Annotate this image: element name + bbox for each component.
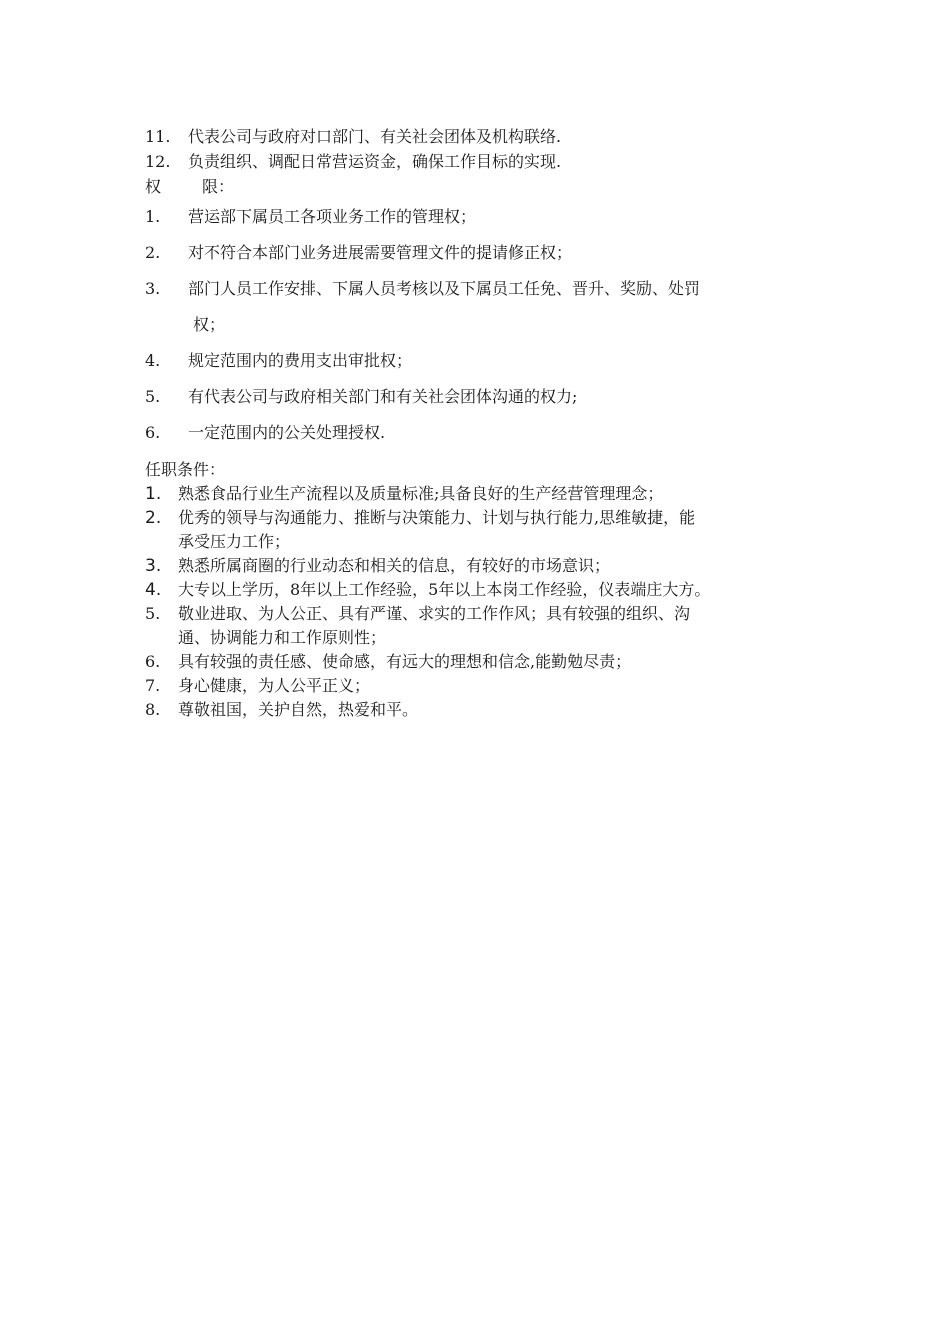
item-text: 尊敬祖国，关护自然，热爱和平。 — [178, 700, 419, 719]
list-item — [145, 379, 825, 415]
list-item — [145, 650, 825, 674]
list-item — [145, 149, 825, 174]
item-text: 身心健康，为人公平正义； — [178, 676, 371, 695]
item-number: 2. — [145, 243, 161, 262]
item-text: 具有较强的责任感、使命感，有远大的理想和信念,能勤勉尽责； — [178, 652, 632, 671]
item-text: 对不符合本部门业务进展需要管理文件的提请修正权； — [188, 243, 573, 262]
item-number: 6. — [145, 652, 161, 671]
item-number: 1. — [145, 207, 161, 226]
list-item — [145, 235, 825, 271]
authority-list — [145, 199, 825, 451]
list-item — [145, 271, 825, 307]
document-body — [145, 124, 825, 722]
duties-list — [145, 124, 825, 174]
item-number: 5. — [145, 604, 161, 623]
item-text: 优秀的领导与沟通能力、推断与决策能力、计划与执行能力,思维敏捷，能 — [178, 508, 696, 527]
list-item — [145, 199, 825, 235]
authority-heading-left: 权 — [145, 177, 162, 196]
item-text-continued: 通、协调能力和工作原则性； — [178, 628, 387, 647]
item-number: 8. — [145, 700, 161, 719]
item-text: 熟悉食品行业生产流程以及质量标准;具备良好的生产经营管理理念； — [178, 484, 664, 503]
list-item — [145, 343, 825, 379]
item-text: 营运部下属员工各项业务工作的管理权； — [188, 207, 477, 226]
item-text-continued: 权； — [193, 315, 226, 334]
item-text: 部门人员工作安排、下属人员考核以及下属员工任免、晋升、奖励、处罚 — [188, 279, 701, 298]
item-number: 12. — [145, 152, 171, 171]
item-text: 大专以上学历，8年以上工作经验，5年以上本岗工作经验，仪表端庄大方。 — [178, 580, 711, 599]
item-number: 7. — [145, 676, 161, 695]
item-number: 4. — [145, 580, 162, 600]
list-item — [145, 482, 825, 506]
item-number: 5. — [145, 387, 161, 406]
qualifications-list — [145, 482, 825, 722]
item-text: 熟悉所属商圈的行业动态和相关的信息，有较好的市场意识； — [178, 556, 611, 575]
list-item — [145, 674, 825, 698]
list-item — [145, 506, 825, 530]
item-number: 3. — [145, 279, 161, 298]
item-text-continued: 承受压力工作； — [178, 532, 291, 551]
item-text: 负责组织、调配日常营运资金，确保工作目标的实现. — [188, 152, 562, 171]
item-text: 一定范围内的公关处理授权. — [188, 423, 386, 442]
item-number: 4. — [145, 351, 161, 370]
item-number: 1. — [145, 484, 162, 504]
qualifications-heading: 任职条件： — [145, 460, 226, 479]
authority-heading-right: 限： — [202, 177, 235, 196]
item-number: 6. — [145, 423, 161, 442]
item-number: 11. — [145, 127, 171, 146]
list-item — [145, 698, 825, 722]
list-item — [145, 554, 825, 578]
list-item — [145, 415, 825, 451]
item-number: 3. — [145, 556, 162, 576]
item-number: 2. — [145, 508, 162, 528]
authority-heading — [145, 174, 825, 199]
item-text: 规定范围内的费用支出审批权； — [188, 351, 413, 370]
item-text: 代表公司与政府对口部门、有关社会团体及机构联络. — [188, 127, 562, 146]
list-item — [145, 602, 825, 626]
list-item — [145, 578, 825, 602]
list-item — [145, 124, 825, 149]
item-text: 敬业进取、为人公正、具有严谨、求实的工作作风；具有较强的组织、沟 — [178, 604, 691, 623]
item-text: 有代表公司与政府相关部门和有关社会团体沟通的权力; — [188, 387, 578, 406]
